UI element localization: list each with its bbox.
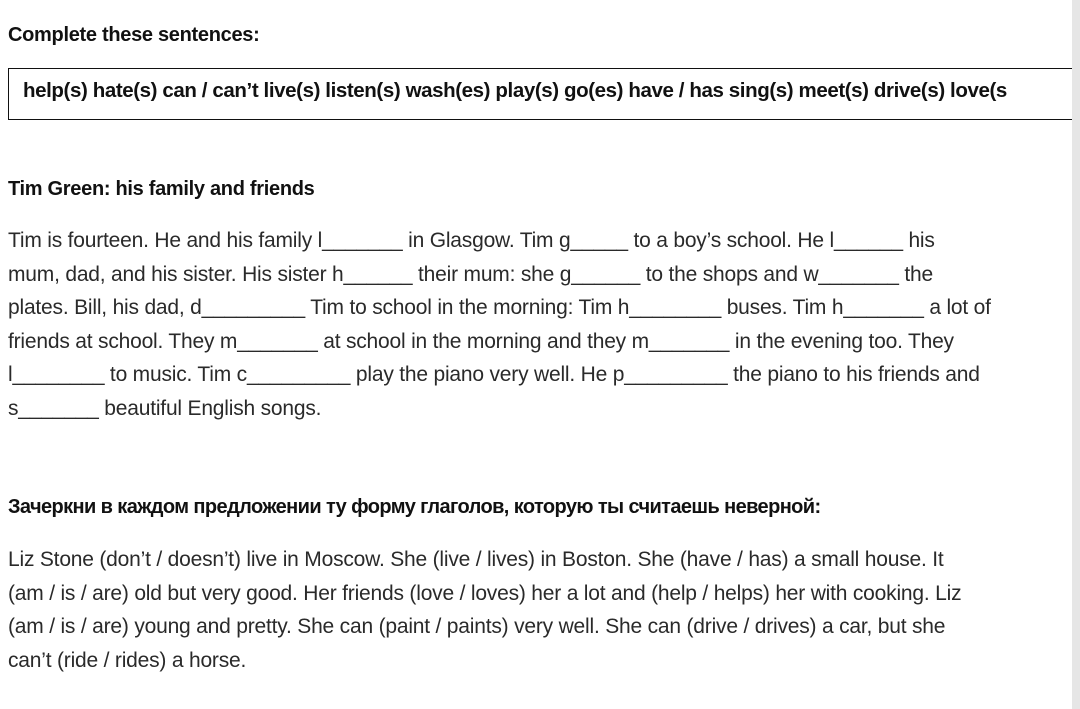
passage-line: plates. Bill, his dad, d_________ Tim to school in the morning: Tim h________ buses. Tim h_______ a lot of (8, 296, 991, 319)
task1-heading: Complete these sentences: (8, 24, 260, 46)
passage-line: Liz Stone (don’t / doesn’t) live in Moscow. She (live / lives) in Boston. She (have / has) a small house. It (8, 548, 944, 571)
fill-in-passage (8, 224, 1072, 425)
passage-line: can’t (ride / rides) a horse. (8, 648, 247, 672)
verb-choice-passage (8, 543, 1072, 677)
word-bank-text: help(s) hate(s) can / can’t live(s) listen(s) wash(es) play(s) go(es) have / has sing(s) meet(s) drive(s) love(s (23, 79, 1007, 102)
passage-line: l________ to music. Tim c_________ play the piano very well. He p_________ the piano to his friends and (8, 363, 980, 386)
word-bank-box (8, 68, 1080, 120)
passage-line: (am / is / are) young and pretty. She can (paint / paints) very well. She can (drive / drives) a car, but she (8, 615, 946, 638)
passage-heading: Tim Green: his family and friends (8, 178, 315, 200)
passage-line: Tim is fourteen. He and his family l_______ in Glasgow. Tim g_____ to a boy’s school. He l______ his (8, 229, 935, 252)
passage-line: friends at school. They m_______ at school in the morning and they m_______ in the evening too. They (8, 329, 954, 353)
passage-line: s_______ beautiful English songs. (8, 396, 322, 420)
passage-line: (am / is / are) old but very good. Her friends (love / loves) her a lot and (help / helps) her with cooking. Liz (8, 581, 962, 605)
passage-line: mum, dad, and his sister. His sister h______ their mum: she g______ to the shops and w_______ the (8, 262, 934, 286)
task2-heading: Зачеркни в каждом предложении ту форму глаголов, которую ты считаешь неверной: (8, 496, 821, 518)
page-edge-divider (1072, 0, 1080, 709)
